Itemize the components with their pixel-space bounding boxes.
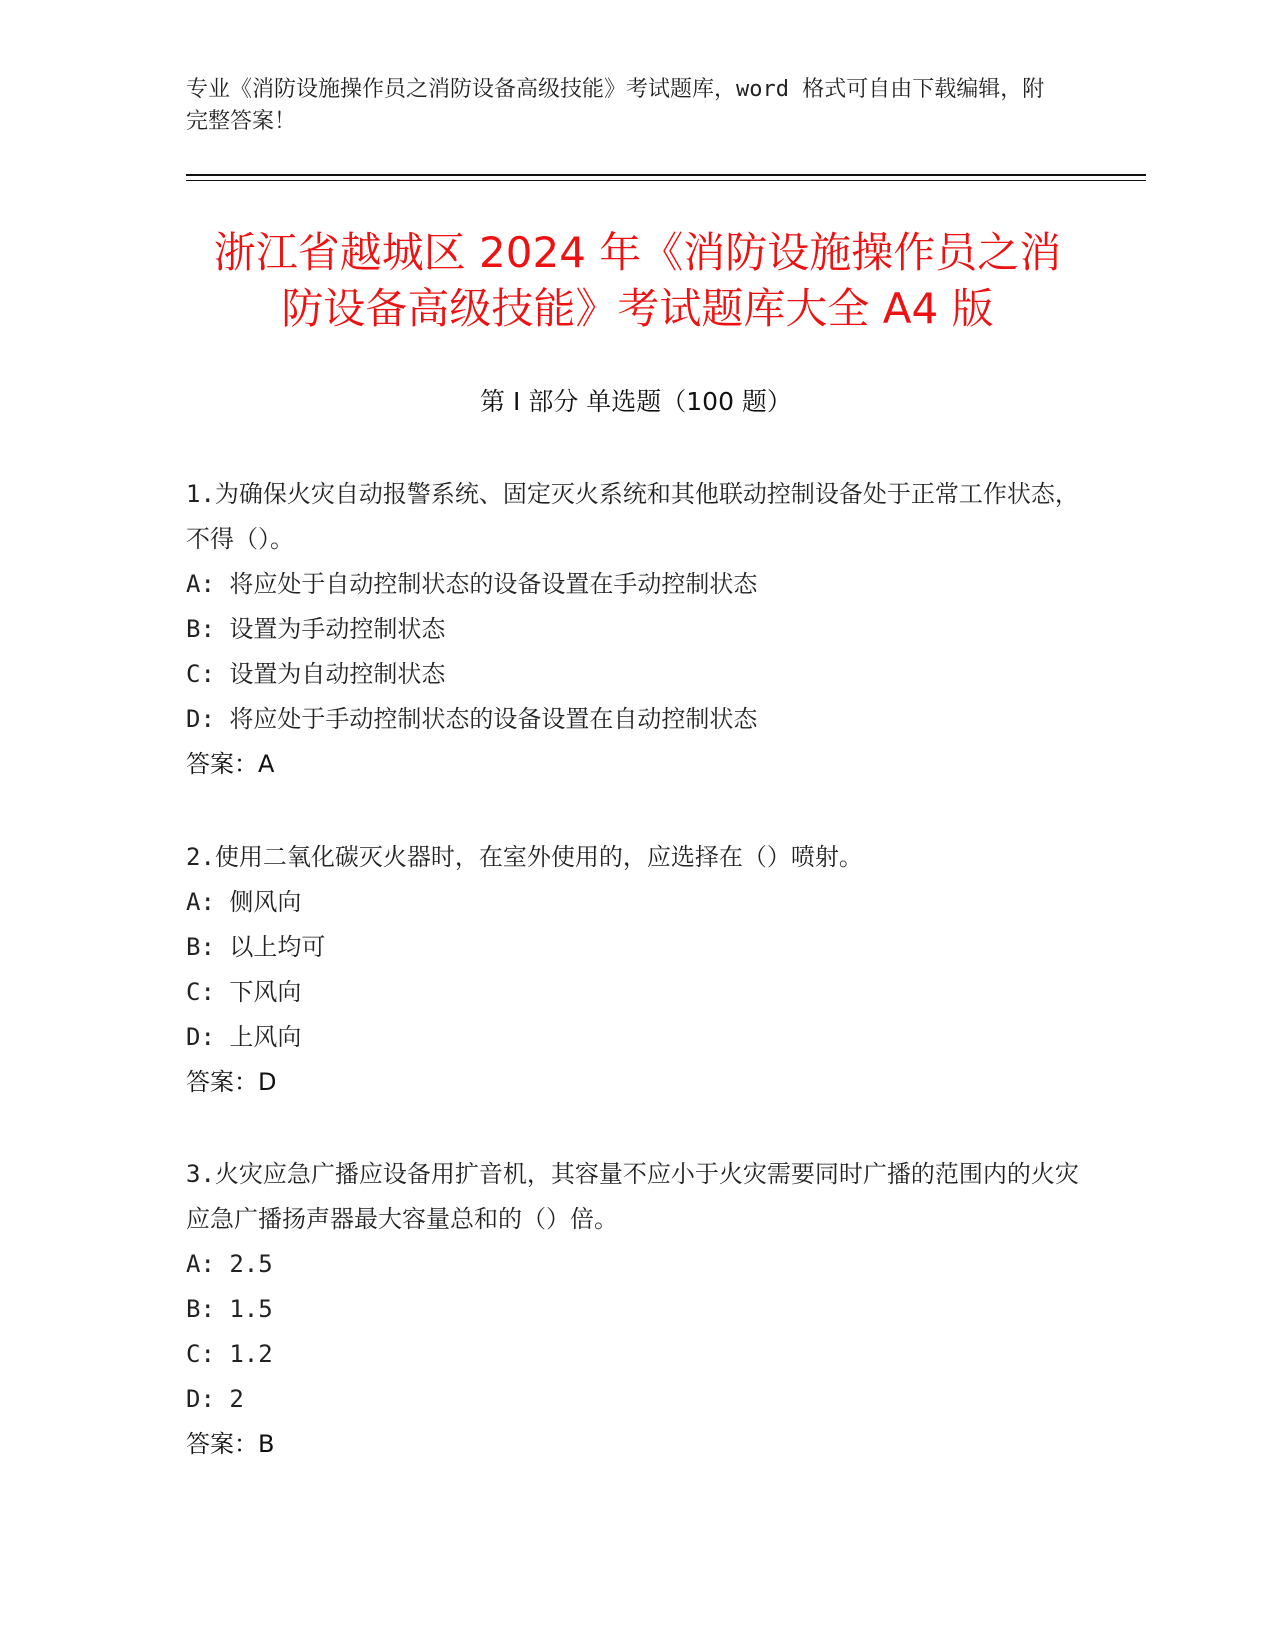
question-option-d: D: 上风向 (186, 1023, 302, 1051)
question-answer: 答案：D (186, 1068, 277, 1096)
question-block (186, 835, 1086, 1105)
question-option-c: C: 设置为自动控制状态 (186, 660, 446, 688)
question-option-b: B: 1.5 (186, 1295, 273, 1323)
question-option-b: B: 设置为手动控制状态 (186, 615, 446, 643)
document-title-line-1: 浙江省越城区 2024 年《消防设施操作员之消 (213, 228, 1062, 277)
question-option-a: A: 2.5 (186, 1250, 273, 1278)
question-block (186, 472, 1086, 787)
header-divider-thin (186, 180, 1146, 181)
question-option-c: C: 下风向 (186, 978, 302, 1006)
question-option-c: C: 1.2 (186, 1340, 273, 1368)
section-heading: 第 I 部分 单选题（100 题） (480, 387, 792, 416)
question-answer: 答案：A (186, 750, 275, 778)
question-option-a: A: 侧风向 (186, 888, 302, 916)
question-option-d: D: 将应处于手动控制状态的设备设置在自动控制状态 (186, 705, 758, 733)
header-divider-thick (186, 174, 1146, 176)
question-option-b: B: 以上均可 (186, 933, 326, 961)
question-option-d: D: 2 (186, 1385, 244, 1413)
question-stem: 3.火灾应急广播应设备用扩音机，其容量不应小于火灾需要同时广播的范围内的火灾应急广播扬声器最大容量总和的（）倍。 (186, 1160, 1079, 1233)
question-option-a: A: 将应处于自动控制状态的设备设置在手动控制状态 (186, 570, 758, 598)
question-answer: 答案：B (186, 1430, 275, 1458)
document-title-line-2: 防设备高级技能》考试题库大全 A4 版 (281, 284, 994, 333)
question-block (186, 1152, 1086, 1467)
header-note: 专业《消防设施操作员之消防设备高级技能》考试题库，word 格式可自由下载编辑，附完整答案！ (186, 77, 1045, 134)
question-stem: 1.为确保火灾自动报警系统、固定灭火系统和其他联动控制设备处于正常工作状态，不得（）。 (186, 480, 1079, 553)
question-stem: 2.使用二氧化碳灭火器时，在室外使用的，应选择在（）喷射。 (186, 843, 863, 871)
document-title (160, 225, 1115, 337)
